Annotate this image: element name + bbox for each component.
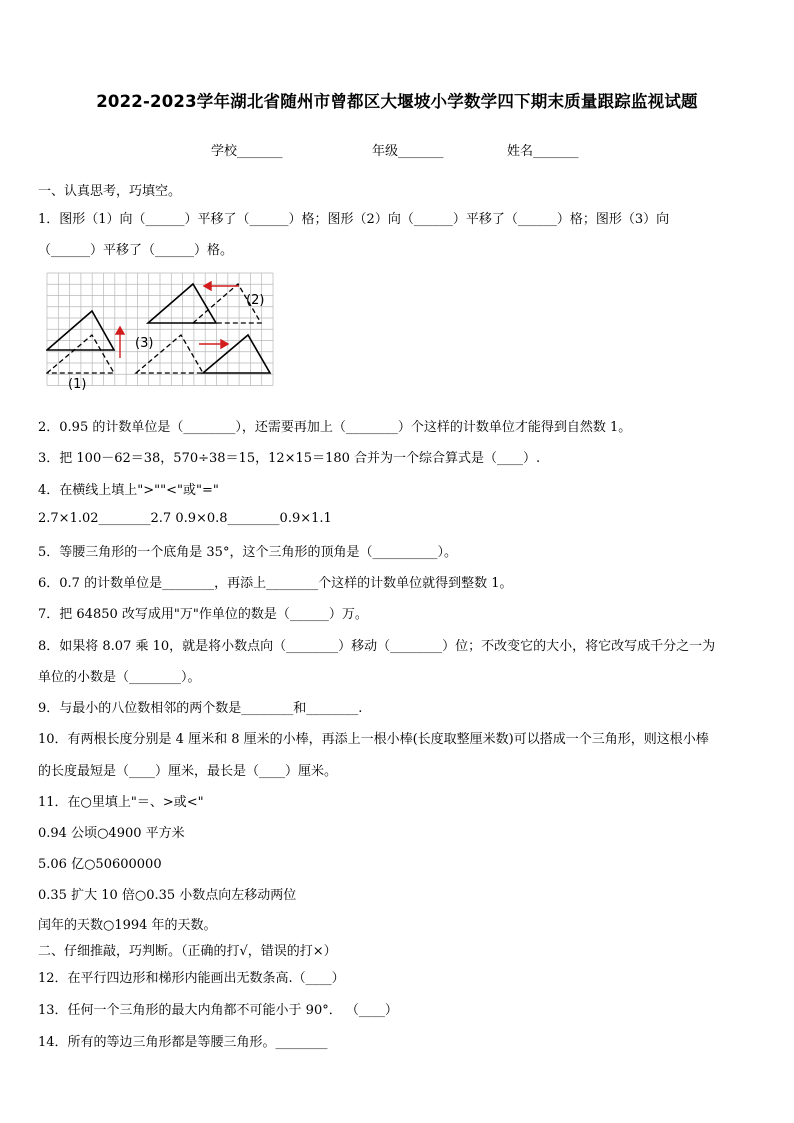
question-7: 7．把 64850 改写成用"万"作单位的数是（______）万。 [38,607,368,622]
question-13: 13．任何一个三角形的最大内角都不可能小于 90°． （____） [38,1003,398,1018]
question-8-line-1: 8．如果将 8.07 乘 10，就是将小数点向（________）移动（________）位；不改变它的大小，将它改写成千分之一为 [38,639,716,654]
translation-grid-figure [46,272,276,398]
question-11-item-b: 5.06 亿○50600000 [38,857,162,872]
section-2-heading: 二、仔细推敲，巧判断。（正确的打√，错误的打×） [38,944,337,959]
question-6: 6．0.7 的计数单位是________，再添上________个这样的计数单位就得到整数 1。 [38,576,513,591]
question-2: 2．0.95 的计数单位是（________），还需要再加上（________）个这样的计数单位才能得到自然数 1。 [38,420,632,435]
question-11: 11．在○里填上"＝、>或<" [38,795,204,810]
question-1-line-1: 1．图形（1）向（______）平移了（______）格；图形（2）向（______）平移了（______）格；图形（3）向 [38,212,670,227]
question-8-line-2: 单位的小数是（________）。 [38,670,201,685]
arrow-up-head [116,327,124,334]
question-4-items: 2.7×1.02________2.7 0.9×0.8________0.9×1.1 [38,511,332,526]
label-1: (1) [68,377,87,392]
arrow-right-head [221,340,228,348]
question-3: 3．把 100－62＝38，570÷38＝15，12×15＝180 合并为一个综合算式是（____）. [38,451,541,466]
question-11-item-a: 0.94 公顷○4900 平方米 [38,826,185,841]
question-4: 4．在横线上填上">""<"或"=" [38,483,219,498]
question-12: 12．在平行四边形和梯形内能画出无数条高.（____） [38,971,345,986]
school-field: 学校_______ [211,144,283,159]
label-3: (3) [135,336,154,351]
question-5: 5．等腰三角形的一个底角是 35°，这个三角形的顶角是（__________）。 [38,545,457,560]
question-1-line-2: （______）平移了（______）格。 [38,243,234,258]
grade-field: 年级_______ [372,144,444,159]
section-1-heading: 一、认真思考，巧填空。 [38,184,182,199]
name-field: 姓名_______ [507,144,579,159]
question-9: 9．与最小的八位数相邻的两个数是________和________. [38,701,363,716]
question-14: 14．所有的等边三角形都是等腰三角形。________ [38,1035,328,1050]
triangle-solid-top [148,284,216,323]
question-11-item-d: 闰年的天数○1994 年的天数。 [38,918,217,933]
question-10-line-2: 的长度最短是（____）厘米，最长是（____）厘米。 [38,764,338,779]
question-10-line-1: 10．有两根长度分别是 4 厘米和 8 厘米的小棒，再添上一根小棒(长度取整厘米数)可以搭成一个三角形，则这根小棒 [38,732,709,747]
page-title: 2022-2023学年湖北省随州市曾都区大堰坡小学数学四下期末质量跟踪监视试题 [96,92,698,111]
label-2: (2) [246,293,265,308]
question-11-item-c: 0.35 扩大 10 倍○0.35 小数点向左移动两位 [38,888,297,903]
grid-lines [47,273,273,386]
